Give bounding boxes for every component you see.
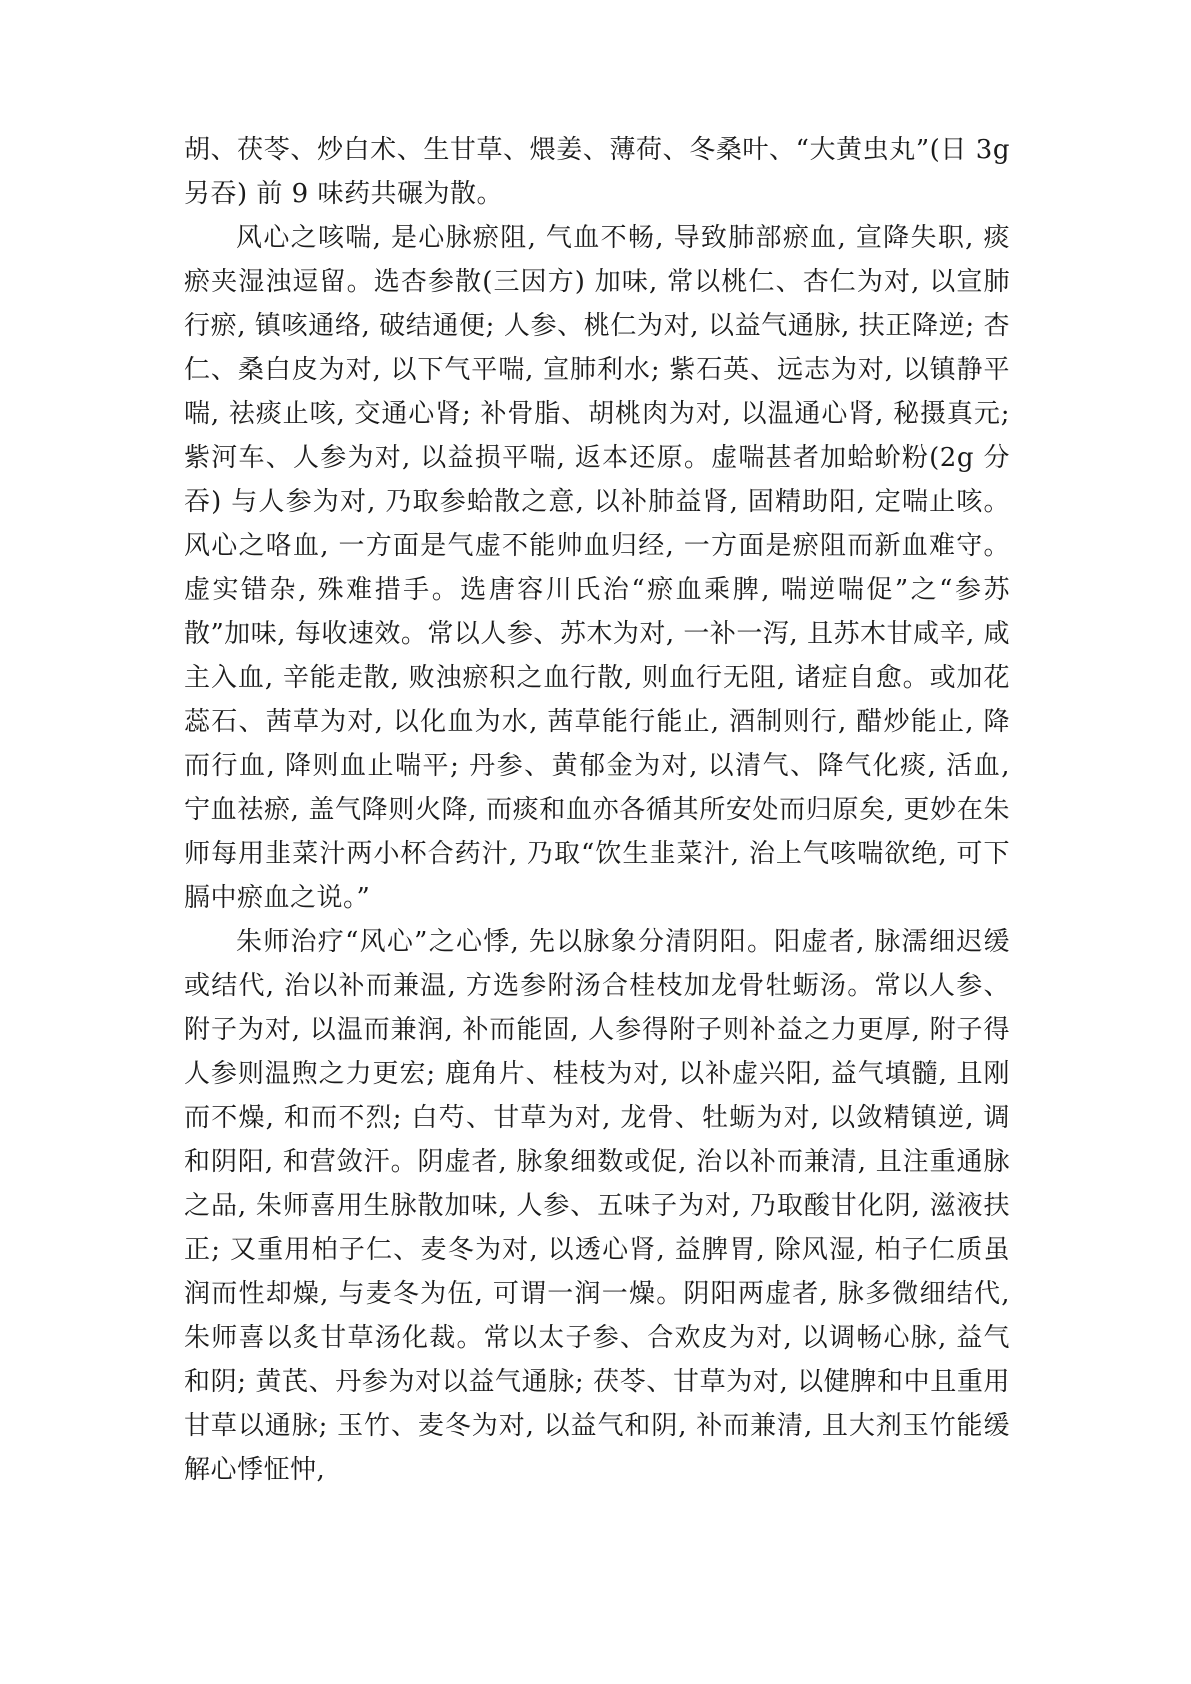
document-page [184, 128, 1010, 1492]
paragraph-palpitation: 朱师治疗“风心”之心悸, 先以脉象分清阴阳。阳虚者, 脉濡细迟缓或结代, 治以补而兼温, 方选参附汤合桂枝加龙骨牡蛎汤。常以人参、附子为对, 以温而兼润, 补而能固, 人参得附子则补益之力更厚, 附子得人参则温煦之力更宏; 鹿角片、桂枝为对, 以补虚兴阳, 益气填髓, 且刚而不燥, 和而不烈; 白芍、甘草为对, 龙骨、牡蛎为对, 以敛精镇逆, 调和阴阳, 和营敛汗。阴虚者, 脉象细数或促, 治以补而兼清, 且注重通脉之品, 朱师喜用生脉散加味, 人参、五味子为对, 乃取酸甘化阴, 滋液扶正; 又重用柏子仁、麦冬为对, 以透心肾, 益脾胃, 除风湿, 柏子仁质虽润而性却燥, 与麦冬为伍, 可谓一润一燥。阴阳两虚者, 脉多微细结代, 朱师喜以炙甘草汤化裁。常以太子参、合欢皮为对, 以调畅心脉, 益气和阴; 黄芪、丹参为对以益气通脉; 茯苓、甘草为对, 以健脾和中且重用甘草以通脉; 玉竹、麦冬为对, 以益气和阴, 补而兼清, 且大剂玉竹能缓解心悸怔忡, [184, 927, 1010, 1485]
paragraph-cough-asthma: 风心之咳喘, 是心脉瘀阻, 气血不畅, 导致肺部瘀血, 宣降失职, 痰瘀夹湿浊逗留。选杏参散(三因方) 加味, 常以桃仁、杏仁为对, 以宣肺行瘀, 镇咳通络, 破结通便; 人参、桃仁为对, 以益气通脉, 扶正降逆; 杏仁、桑白皮为对, 以下气平喘, 宣肺利水; 紫石英、远志为对, 以镇静平喘, 祛痰止咳, 交通心肾; 补骨脂、胡桃肉为对, 以温通心肾, 秘摄真元; 紫河车、人参为对, 以益损平喘, 返本还原。虚喘甚者加蛤蚧粉(2g 分吞) 与人参为对, 乃取参蛤散之意, 以补肺益肾, 固精助阳, 定喘止咳。风心之咯血, 一方面是气虚不能帅血归经, 一方面是瘀阻而新血难守。虚实错杂, 殊难措手。选唐容川氏治“瘀血乘脾, 喘逆喘促”之“参苏散”加味, 每收速效。常以人参、苏木为对, 一补一泻, 且苏木甘咸辛, 咸主入血, 辛能走散, 败浊瘀积之血行散, 则血行无阻, 诸症自愈。或加花蕊石、茜草为对, 以化血为水, 茜草能行能止, 酒制则行, 醋炒能止, 降而行血, 降则血止喘平; 丹参、黄郁金为对, 以清气、降气化痰, 活血, 宁血祛瘀, 盖气降则火降, 而痰和血亦各循其所安处而归原矣, 更妙在朱师每用韭菜汁两小杯合药汁, 乃取“饮生韭菜汁, 治上气咳喘欲绝, 可下膈中瘀血之说。” [184, 223, 1010, 913]
paragraph-continuation: 胡、茯苓、炒白术、生甘草、煨姜、薄荷、冬桑叶、“大黄虫丸”(日 3g 另吞) 前 9 味药共碾为散。 [184, 135, 1010, 209]
